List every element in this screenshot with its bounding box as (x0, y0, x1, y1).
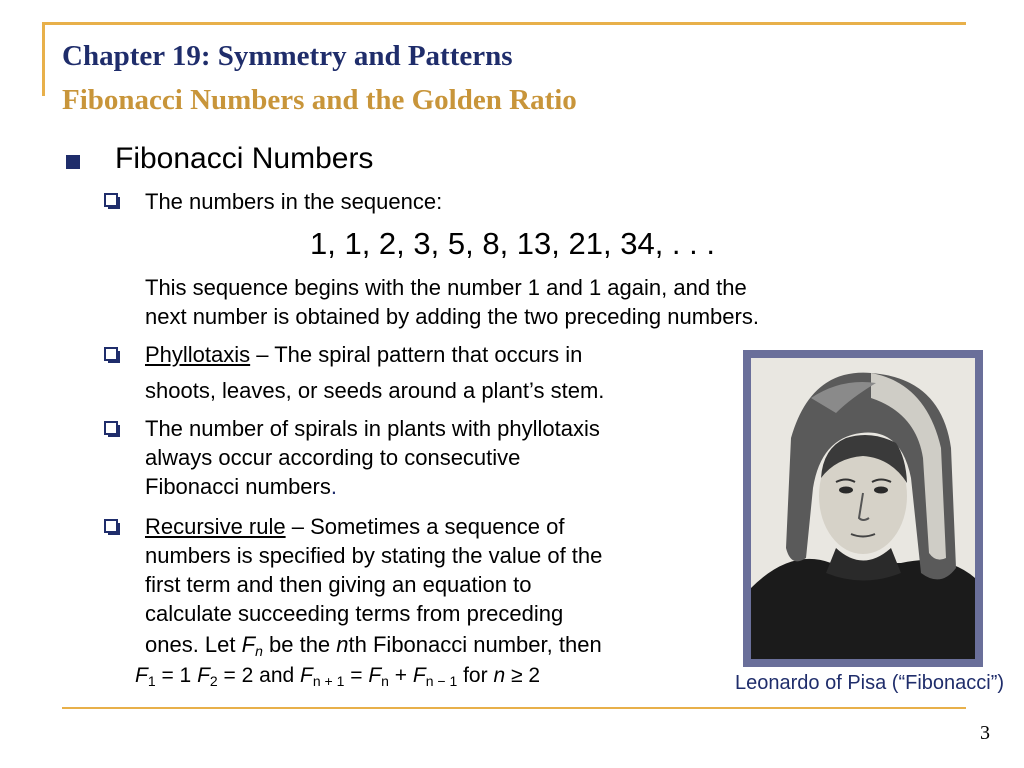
math-variable: F (368, 664, 382, 687)
text-fragment: be the (262, 632, 337, 657)
page-number: 3 (980, 722, 990, 744)
math-subscript: n − 1 (425, 673, 458, 689)
text-fragment: = 2 and (217, 664, 301, 687)
spirals-line: The number of spirals in plants with phyllotaxis (145, 416, 600, 441)
spirals-text: Fibonacci numbers (145, 474, 331, 499)
section-heading: Fibonacci Numbers (115, 142, 374, 175)
checkbox-bullet-icon (104, 347, 120, 363)
phyllotaxis-definition: – The spiral pattern that occurs in (250, 342, 583, 367)
bullet-text: The numbers in the sequence: (145, 189, 443, 214)
math-variable: n (336, 632, 349, 657)
sequence-description-line: next number is obtained by adding the two preceding numbers. (145, 304, 759, 329)
phyllotaxis-line: shoots, leaves, or seeds around a plant’s stem. (145, 378, 605, 403)
math-subscript: 2 (209, 673, 218, 689)
text-fragment: = 1 (155, 664, 198, 687)
checkbox-bullet-icon (104, 421, 120, 437)
sequence-description-line: This sequence begins with the number 1 and 1 again, and the (145, 275, 747, 300)
spirals-line: always occur according to consecutive (145, 445, 521, 470)
recursive-line: numbers is specified by stating the value of the (145, 543, 603, 568)
math-subscript: 1 (147, 673, 156, 689)
fibonacci-portrait (751, 358, 975, 659)
spirals-line (145, 473, 337, 500)
recursive-line (145, 513, 564, 540)
portrait-caption: Leonardo of Pisa (“Fibonacci”) (735, 672, 1005, 694)
recursive-line: first term and then giving an equation to (145, 572, 532, 597)
fibonacci-sequence: 1, 1, 2, 3, 5, 8, 13, 21, 34, . . . (310, 226, 715, 261)
text-fragment: th Fibonacci number, then (348, 632, 602, 657)
math-variable: F (412, 664, 426, 687)
math-subscript: n (255, 643, 263, 659)
text-fragment: + (388, 664, 413, 687)
square-bullet-icon (66, 155, 80, 169)
math-subscript: n + 1 (312, 673, 345, 689)
recursive-term: Recursive rule (145, 514, 286, 539)
math-variable: F (300, 664, 313, 687)
slide-title: Chapter 19: Symmetry and Patterns (62, 40, 513, 72)
text-fragment: ≥ 2 (505, 664, 540, 687)
text-fragment: = (344, 664, 369, 687)
text-fragment: ones. Let (145, 632, 242, 657)
recursive-definition: – Sometimes a sequence of (285, 514, 565, 539)
spirals-period: . (330, 474, 337, 499)
math-subscript: n (381, 673, 389, 689)
recursive-formula (135, 662, 540, 695)
phyllotaxis-line (145, 341, 582, 368)
slide-subtitle: Fibonacci Numbers and the Golden Ratio (62, 84, 577, 116)
top-rule (42, 22, 966, 25)
recursive-line (145, 631, 602, 665)
recursive-line: calculate succeeding terms from preceding (145, 601, 564, 626)
bottom-rule (62, 707, 966, 709)
math-variable: F (241, 632, 256, 657)
phyllotaxis-term: Phyllotaxis (145, 342, 251, 367)
math-variable: F (135, 664, 148, 687)
checkbox-bullet-icon (104, 193, 120, 209)
checkbox-bullet-icon (104, 519, 120, 535)
math-variable: F (197, 664, 210, 687)
math-variable: n (493, 664, 506, 687)
left-rule (42, 22, 45, 96)
text-fragment: for (457, 664, 494, 687)
